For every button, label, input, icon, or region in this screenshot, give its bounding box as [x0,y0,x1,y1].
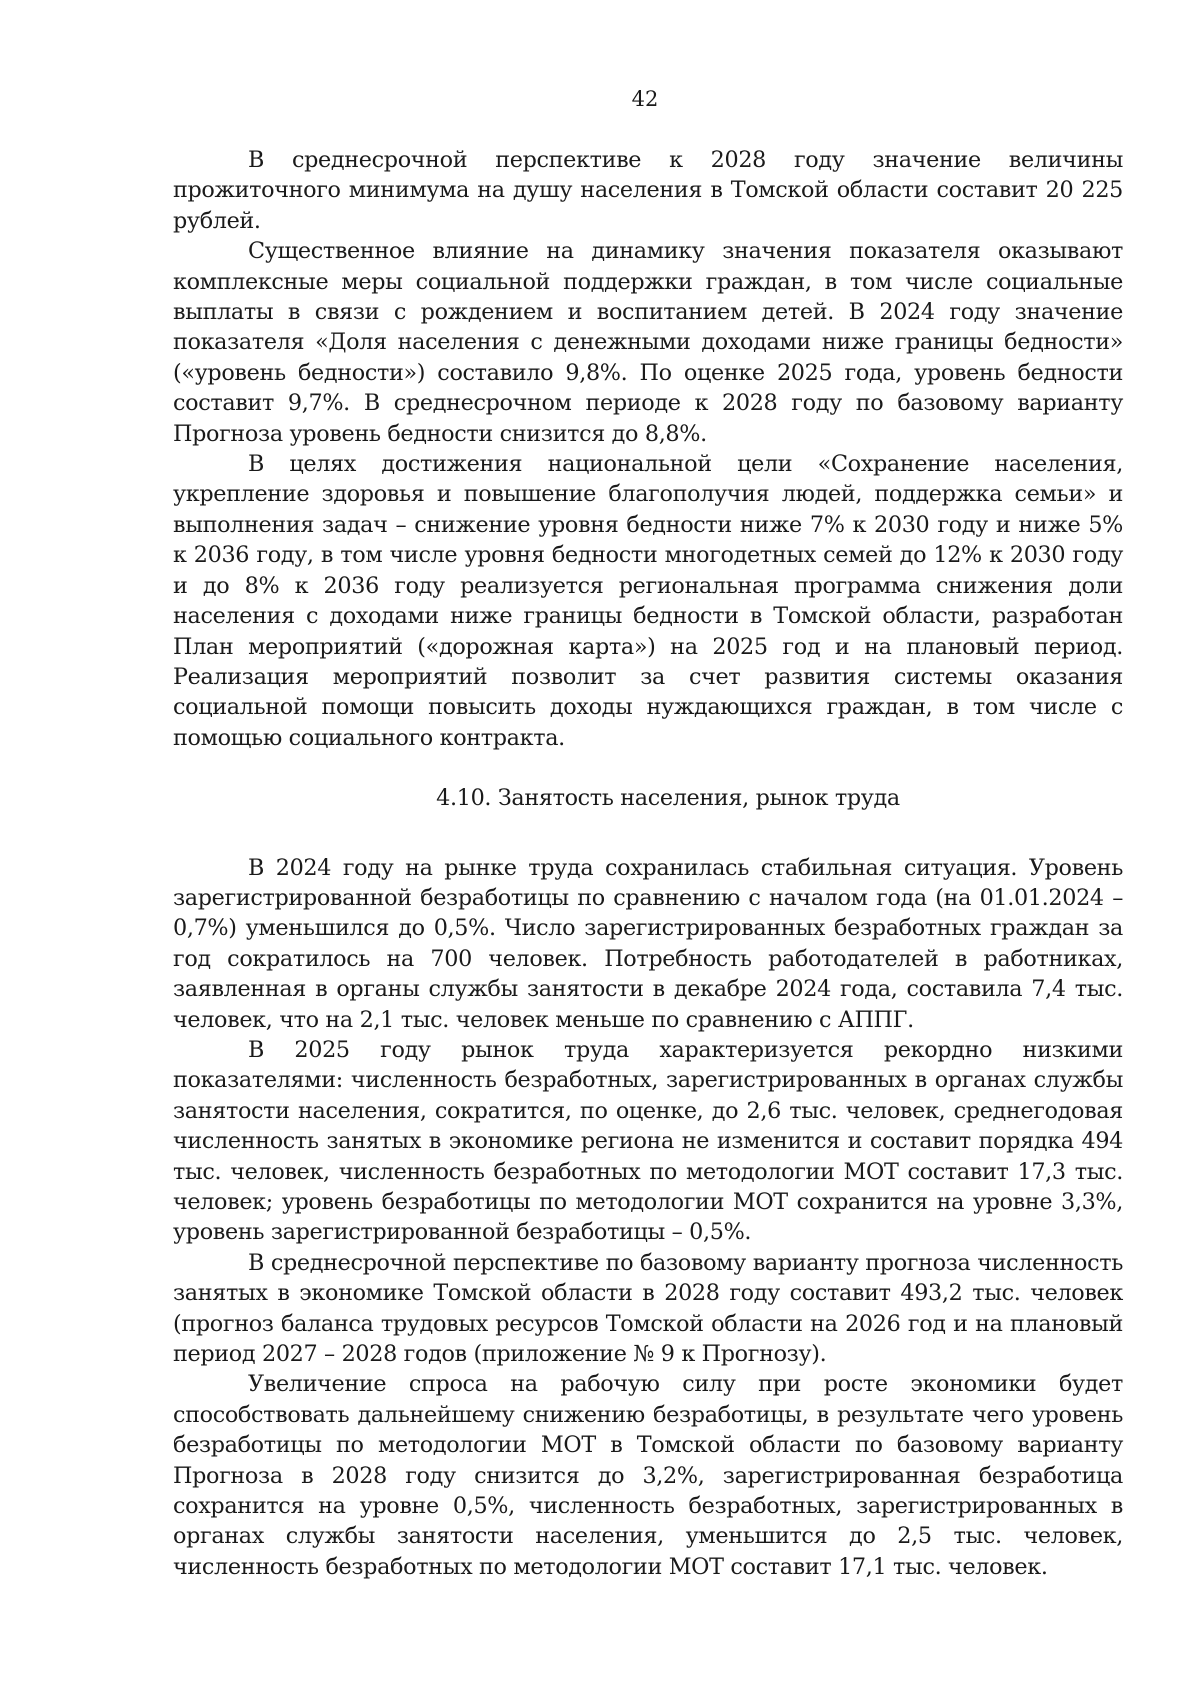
paragraph: Увеличение спроса на рабочую силу при росте экономики будет способствовать дальнейшему снижению безработицы, в результате чего уровень безработицы по методологии МОТ в Томской области по базовому варианту Прогноза в 2028 году снизится до 3,2%, зарегистрированная безработица сохранится на уровне 0,5%, численность безработных, зарегистрированных в органах службы занятости населения, уменьшится до 2,5 тыс. человек, численность безработных по методологии МОТ составит 17,1 тыс. человек. [173,1371,1123,1580]
paragraph: Существенное влияние на динамику значения показателя оказывают комплексные меры социальной поддержки граждан, в том числе социальные выплаты в связи с рождением и воспитанием детей. В 2024 году значение показателя «Доля населения с денежными доходами ниже границы бедности» («уровень бедности») составило 9,8%. По оценке 2025 года, уровень бедности составит 9,7%. В среднесрочном периоде к 2028 году по базовому варианту Прогноза уровень бедности снизится до 8,8%. [173,238,1123,447]
paragraph: В 2025 году рынок труда характеризуется рекордно низкими показателями: численность безработных, зарегистрированных в органах службы занятости населения, сократится, по оценке, до 2,6 тыс. человек, среднегодовая численность занятых в экономике региона не изменится и составит порядка 494 тыс. человек, численность безработных по методологии МОТ составит 17,3 тыс. человек; уровень безработицы по методологии МОТ сохранится на уровне 3,3%, уровень зарегистрированной безработицы – 0,5%. [173,1036,1123,1246]
paragraph: В среднесрочной перспективе к 2028 году значение величины прожиточного минимума на душу населения в Томской области составит 20 225 рублей. [173,147,1123,234]
paragraph: В среднесрочной перспективе по базовому варианту прогноза численность занятых в экономике Томской области в 2028 году составит 493,2 тыс. человек (прогноз баланса трудовых ресурсов Томской области на 2026 год и на плановый период 2027 – 2028 годов (приложение № 9 к Прогнозу). [173,1249,1123,1368]
paragraph: В целях достижения национальной цели «Сохранение населения, укрепление здоровья и повышение благополучия людей, поддержка семьи» и выполнения задач – снижение уровня бедности ниже 7% к 2030 году и ниже 5% к 2036 году, в том числе уровня бедности многодетных семей до 12% к 2030 году и до 8% к 2036 году реализуется региональная программа снижения доли населения с доходами ниже границы бедности в Томской области, разработан План мероприятий («дорожная карта») на 2025 год и на плановый период. Реализация мероприятий позволит за счет развития системы оказания социальной помощи повысить доходы нуждающихся граждан, в том числе с помощью социального контракта. [173,451,1123,751]
page-number: 42 [631,87,659,111]
paragraph: В 2024 году на рынке труда сохранилась стабильная ситуация. Уровень зарегистрированной безработицы по сравнению с началом года (на 01.01.2024 – 0,7%) уменьшился до 0,5%. Число зарегистрированных безработных граждан за год сократилось на 700 человек. Потребность работодателей в работниках, заявленная в органы службы занятости в декабре 2024 года, составила 7,4 тыс. человек, что на 2,1 тыс. человек меньше по сравнению с АППГ. [173,854,1123,1033]
page-content [173,145,1123,1582]
section-heading: 4.10. Занятость населения, рынок труда [436,785,900,812]
